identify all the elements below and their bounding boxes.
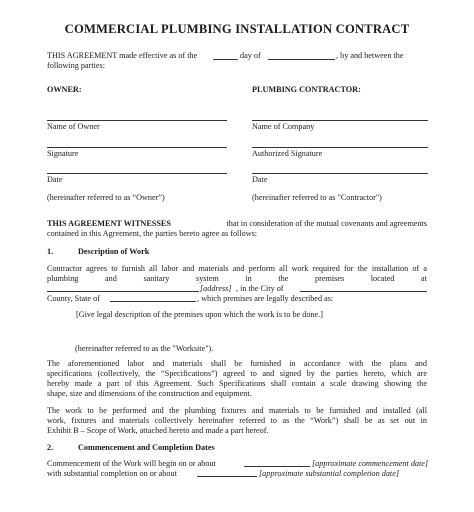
city-blank[interactable]	[300, 291, 427, 292]
owner-date-label: Date	[47, 175, 63, 184]
completion-date-blank[interactable]	[197, 476, 257, 477]
witnesses-line-1	[47, 219, 427, 229]
witnesses-line-2: contained in this Agreement, the parties hereto agree as follows:	[47, 229, 258, 238]
intro-between-text: , by and between the	[336, 51, 404, 60]
s1-p2-line-2: specifications (collectively, the “Specifications”) agreed to and signed by the parties hereto, which are	[47, 369, 427, 378]
completion-text: with substantial completion on or about	[47, 469, 177, 478]
contractor-date-line[interactable]	[252, 173, 428, 174]
owner-reference: (hereinafter referred to as “Owner”)	[47, 193, 165, 202]
s1-p3-line-2: work, fixtures and materials collectively hereinafter referred to as the “Work”) shall be as set out in	[47, 416, 427, 425]
intro-effective-text: THIS AGREEMENT made effective as of the	[47, 51, 198, 60]
state-blank[interactable]	[110, 301, 196, 302]
owner-signature-line[interactable]	[47, 147, 227, 148]
completion-date-placeholder: [approximate substantial completion date]	[259, 469, 400, 478]
word-in: in	[245, 274, 252, 283]
city-of-text: , in the City of	[236, 284, 284, 293]
address-blank[interactable]	[47, 291, 199, 292]
intro-parties-text: following parties:	[47, 61, 105, 70]
word-system: system	[196, 274, 219, 283]
legal-description-placeholder[interactable]: [Give legal description of the premises upon which the work is to be done.]	[76, 310, 323, 319]
intro-day-text: day of	[240, 51, 261, 60]
section-2-number: 2.	[47, 443, 54, 452]
contractor-name-line[interactable]	[252, 120, 428, 121]
contractor-date-label: Date	[252, 175, 268, 184]
month-blank[interactable]	[268, 59, 335, 60]
contractor-heading: PLUMBING CONTRACTOR:	[252, 85, 361, 94]
section-1-number: 1.	[47, 247, 54, 256]
contractor-reference: (hereinafter referred to as "Contractor")	[252, 193, 382, 202]
contractor-name-label: Name of Company	[252, 122, 315, 131]
county-state-text: County, State of	[47, 294, 100, 303]
section-2-heading: Commencement and Completion Dates	[78, 443, 215, 452]
commencement-date-blank[interactable]	[244, 466, 310, 467]
commencement-text: Commencement of the Work will begin on or about	[47, 459, 216, 468]
owner-signature-label: Signature	[47, 149, 79, 158]
commencement-date-placeholder: [approximate commencement date]	[312, 459, 429, 468]
contract-title: COMMERCIAL PLUMBING INSTALLATION CONTRACT	[64, 22, 410, 36]
owner-name-line[interactable]	[47, 120, 227, 121]
word-at: at	[421, 274, 427, 283]
witnesses-bold: THIS AGREEMENT WITNESSES	[47, 219, 171, 228]
owner-name-label: Name of Owner	[47, 122, 100, 131]
section-1-heading: Description of Work	[78, 247, 150, 256]
word-sanitary: sanitary	[143, 274, 170, 283]
owner-heading: OWNER:	[47, 85, 82, 94]
owner-date-line[interactable]	[47, 173, 227, 174]
s1-p3-line-3: Exhibit B – Scope of Work, attached hereto and made a part hereof.	[47, 426, 269, 435]
worksite-reference: (hereinafter referred to as the "Worksite").	[75, 344, 214, 353]
s1-p2-line-3: hereby made a part of this Agreement. Such Specifications shall contain a scale drawing showing the	[47, 379, 427, 388]
word-the: the	[278, 274, 289, 283]
word-and: and	[105, 274, 117, 283]
s1-p2-line-4: shape, size and dimensions of the construction and equipment.	[47, 389, 252, 398]
s1-p1-line-2	[47, 274, 427, 284]
address-placeholder: [address]	[200, 284, 232, 293]
word-located: located	[370, 274, 395, 283]
word-plumbing: plumbing	[47, 274, 79, 283]
word-premises: premises	[315, 274, 345, 283]
s1-p1-line-1: Contractor agrees to furnish all labor and materials and perform all work required for the installation of a	[47, 264, 427, 273]
witnesses-rest: that in consideration of the mutual covenants and agreements	[226, 219, 427, 228]
day-blank[interactable]	[213, 59, 238, 60]
s1-p2-line-1: The aforementioned labor and materials shall be furnished in accordance with the plans and	[47, 359, 427, 368]
contractor-signature-label: Authorized Signature	[252, 149, 323, 158]
s1-p3-line-1: The work to be performed and the plumbing fixtures and materials to be furnished and installed (all	[47, 406, 427, 415]
contractor-signature-line[interactable]	[252, 147, 428, 148]
legally-described-text: , which premises are legally described as:	[197, 294, 334, 303]
